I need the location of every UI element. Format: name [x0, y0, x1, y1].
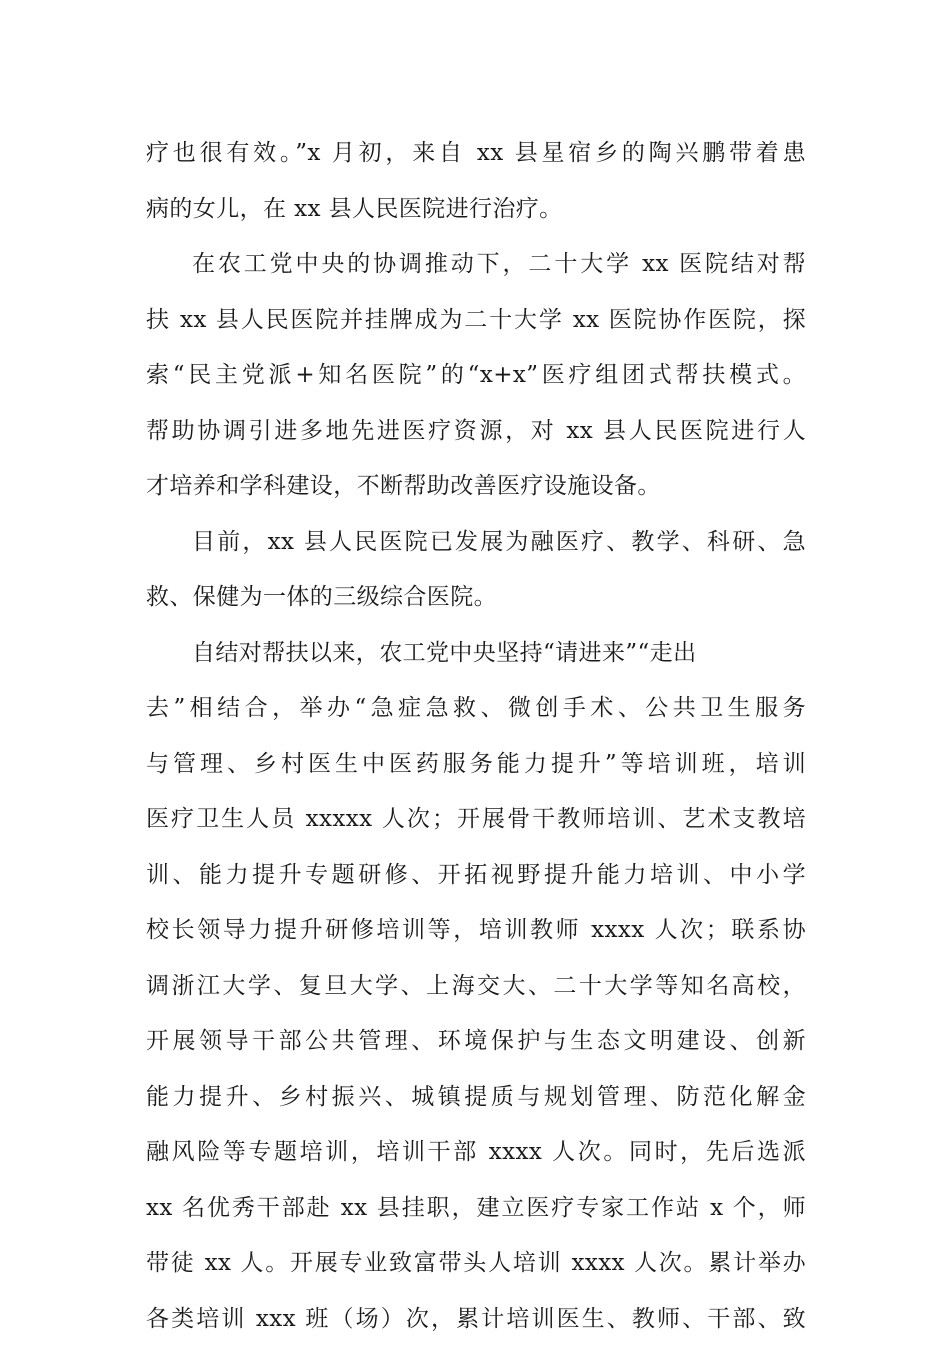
- text-line: 与管理、乡村医生中医药服务能力提升”等培训班，培训: [146, 737, 806, 793]
- text-line: 目前，xx 县人民医院已发展为融医疗、教学、科研、急: [146, 515, 806, 571]
- text-line: 在农工党中央的协调推动下，二十大学 xx 医院结对帮: [146, 237, 806, 293]
- body-text: [146, 126, 806, 1347]
- text-line: xx 名优秀干部赴 xx 县挂职，建立医疗专家工作站 x 个，师: [146, 1181, 806, 1237]
- text-line: 救、保健为一体的三级综合医院。: [146, 570, 806, 626]
- text-line: 才培养和学科建设，不断帮助改善医疗设施设备。: [146, 459, 806, 515]
- text-line: 校长领导力提升研修培训等，培训教师 xxxx 人次；联系协: [146, 903, 806, 959]
- text-line: 能力提升、乡村振兴、城镇提质与规划管理、防范化解金: [146, 1070, 806, 1126]
- text-line: 医疗卫生人员 xxxxx 人次；开展骨干教师培训、艺术支教培: [146, 792, 806, 848]
- text-line: 开展领导干部公共管理、环境保护与生态文明建设、创新: [146, 1014, 806, 1070]
- text-line: 帮助协调引进多地先进医疗资源，对 xx 县人民医院进行人: [146, 404, 806, 460]
- text-line: 索“民主党派+知名医院”的“x+x”医疗组团式帮扶模式。: [146, 348, 806, 404]
- paragraph-4: [146, 626, 806, 1347]
- text-line: 疗也很有效。”x 月初，来自 xx 县星宿乡的陶兴鹏带着患: [146, 126, 806, 182]
- text-line: 自结对帮扶以来，农工党中央坚持“请进来”“走出: [146, 626, 806, 682]
- text-line: 病的女儿，在 xx 县人民医院进行治疗。: [146, 182, 806, 238]
- text-line: 去”相结合，举办“急症急救、微创手术、公共卫生服务: [146, 681, 806, 737]
- text-line: 带徒 xx 人。开展专业致富带头人培训 xxxx 人次。累计举办: [146, 1236, 806, 1292]
- paragraph-2: [146, 237, 806, 515]
- text-line: 调浙江大学、复旦大学、上海交大、二十大学等知名高校，: [146, 959, 806, 1015]
- text-line: 各类培训 xxx 班（场）次，累计培训医生、教师、干部、致: [146, 1292, 806, 1347]
- text-line: 训、能力提升专题研修、开拓视野提升能力培训、中小学: [146, 848, 806, 904]
- text-line: 融风险等专题培训，培训干部 xxxx 人次。同时，先后选派: [146, 1125, 806, 1181]
- text-line: 扶 xx 县人民医院并挂牌成为二十大学 xx 医院协作医院，探: [146, 293, 806, 349]
- paragraph-3: [146, 515, 806, 626]
- paragraph-1: [146, 126, 806, 237]
